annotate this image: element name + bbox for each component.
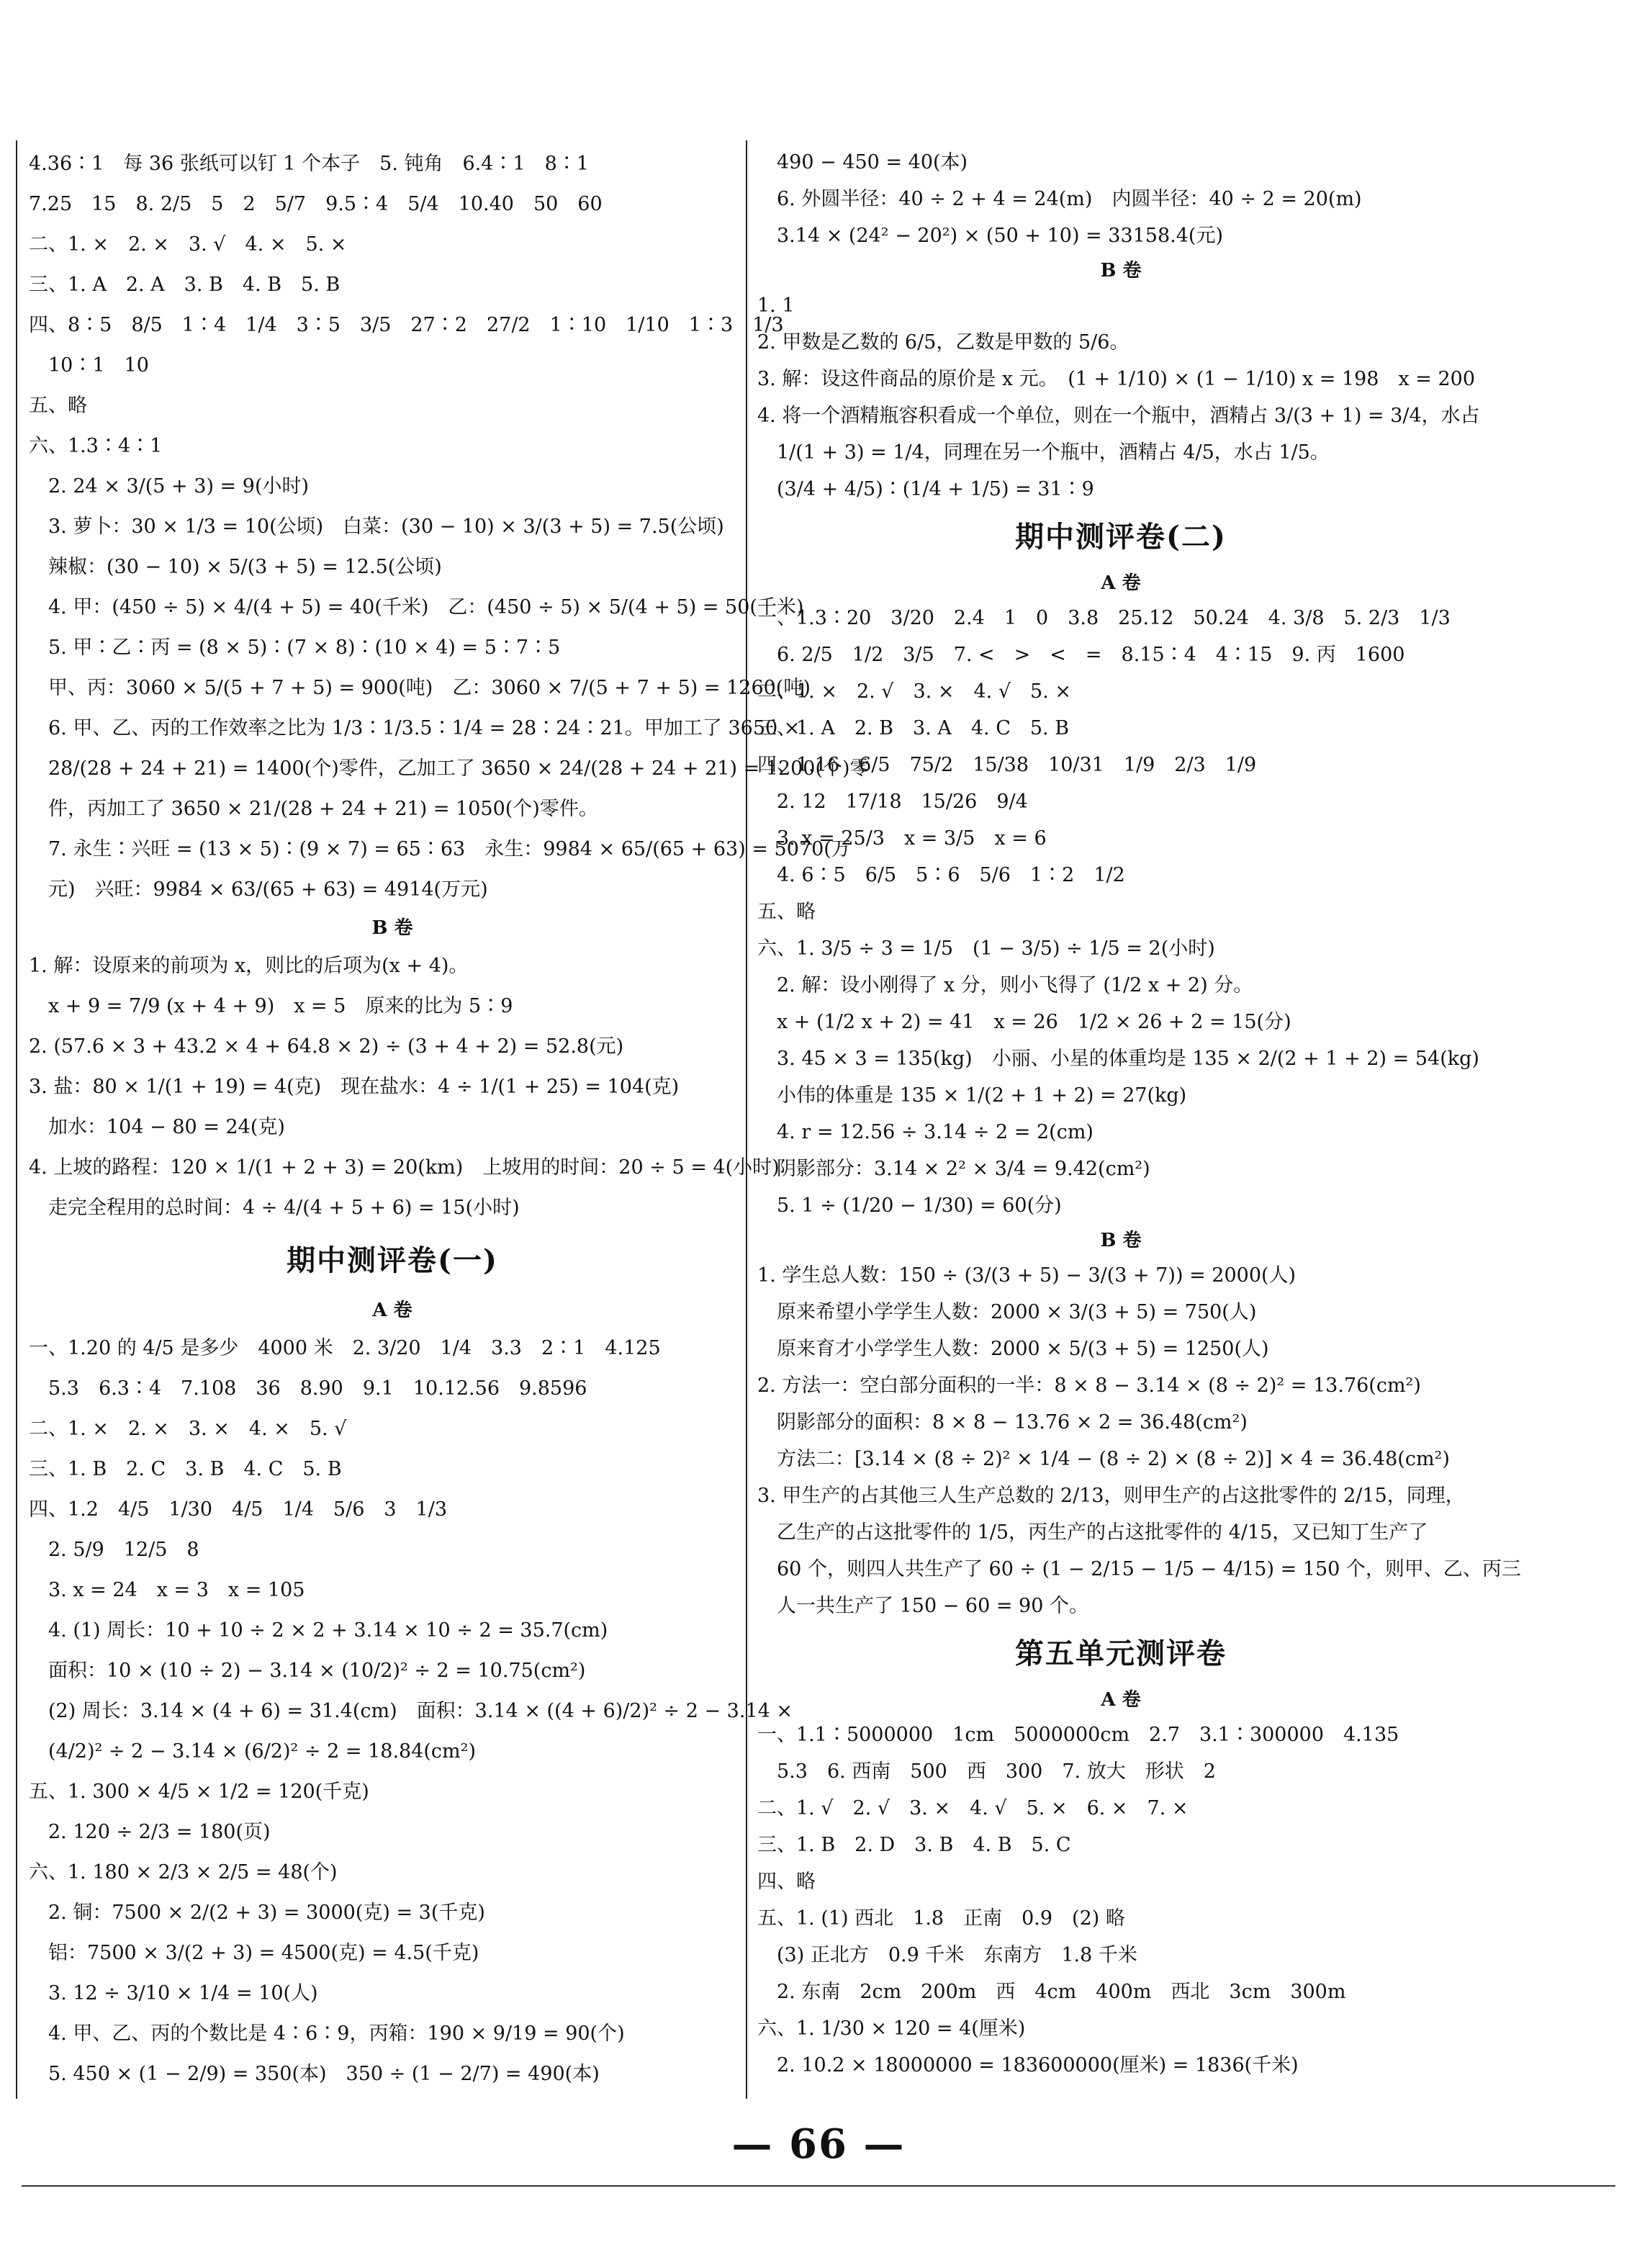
answer-line: 二、1. × 2. × 3. × 4. × 5. √ xyxy=(29,1418,347,1440)
answer-line: 2. 解：设小刚得了 x 分，则小飞得了 (1/2 x + 2) 分。 xyxy=(757,974,1253,996)
answer-line: 490 − 450 = 40(本) xyxy=(757,151,968,174)
answer-line: 五、略 xyxy=(757,901,816,923)
answer-line: 五、1. (1) 西北 1.8 正南 0.9 (2) 略 xyxy=(757,1907,1125,1930)
answer-line: 2. 铜：7500 × 2/(2 + 3) = 3000(克) = 3(千克) xyxy=(29,1902,485,1924)
answer-line: 3. x = 25/3 x = 3/5 x = 6 xyxy=(757,827,1047,850)
answer-line: 阴影部分：3.14 × 2² × 3/4 = 9.42(cm²) xyxy=(757,1158,1150,1180)
answer-line: 铝：7500 × 3/(2 + 3) = 4500(克) = 4.5(千克) xyxy=(29,1942,479,1964)
answer-line: 2. 方法一：空白部分面积的一半：8 × 8 − 3.14 × (8 ÷ 2)² = 13.76(cm²) xyxy=(757,1374,1421,1397)
answer-line: 四、8∶5 8/5 1∶4 1/4 3∶5 3/5 27∶2 27/2 1∶10 1/10 1∶3 1/3 xyxy=(29,314,784,336)
answer-line: 三、1. A 2. A 3. B 4. B 5. B xyxy=(29,274,341,296)
section-heading: 期中测评卷(一) xyxy=(287,1243,498,1277)
answer-line: 2. (57.6 × 3 + 43.2 × 4 + 64.8 × 2) ÷ (3 + 4 + 2) = 52.8(元) xyxy=(29,1035,624,1058)
answer-line: 面积：10 × (10 ÷ 2) − 3.14 × (10/2)² ÷ 2 = 10.75(cm²) xyxy=(29,1660,586,1682)
answer-line: 三、1. B 2. D 3. B 4. B 5. C xyxy=(757,1834,1071,1856)
answer-line: 1. 学生总人数：150 ÷ (3/(3 + 5) − 3/(3 + 7)) = 2000(人) xyxy=(757,1264,1296,1287)
answer-line: 四、略 xyxy=(757,1871,816,1893)
answer-line: 甲、丙：3060 × 5/(5 + 7 + 5) = 900(吨) 乙：3060 × 7/(5 + 7 + 5) = 1260(吨) xyxy=(29,677,811,699)
answer-line: 3. 甲生产的占其他三人生产总数的 2/13，则甲生产的占这批零件的 2/15，同理， xyxy=(757,1485,1465,1507)
answer-line: 6. 外圆半径：40 ÷ 2 + 4 = 24(m) 内圆半径：40 ÷ 2 = 20(m) xyxy=(757,188,1362,210)
answer-line: 2. 10.2 × 18000000 = 183600000(厘米) = 1836(千米) xyxy=(757,2054,1299,2076)
answer-line: 2. 甲数是乙数的 6/5，乙数是甲数的 5/6。 xyxy=(757,331,1129,354)
answer-line: 六、1.3∶4∶1 xyxy=(29,435,163,457)
answer-line: 6. 2/5 1/2 3/5 7. < > < = 8.15∶4 4∶15 9. 丙 1600 xyxy=(757,644,1405,666)
right-column xyxy=(757,144,1521,2084)
answer-line: 3. 45 × 3 = 135(kg) 小丽、小星的体重均是 135 × 2/(2 + 1 + 2) = 54(kg) xyxy=(757,1048,1479,1070)
answer-line: 10∶1 10 xyxy=(29,354,149,377)
answer-line: 4. 上坡的路程：120 × 1/(1 + 2 + 3) = 20(km) 上坡用的时间：20 ÷ 5 = 4(小时) xyxy=(29,1156,780,1179)
section-heading: 期中测评卷(二) xyxy=(1015,520,1227,554)
answer-line: (3) 正北方 0.9 千米 东南方 1.8 千米 xyxy=(757,1944,1137,1966)
answer-line: 2. 120 ÷ 2/3 = 180(页) xyxy=(29,1821,271,1843)
answer-line: 4. 甲：(450 ÷ 5) × 4/(4 + 5) = 40(千米) 乙：(450 ÷ 5) × 5/(4 + 5) = 50(千米) xyxy=(29,596,804,618)
answer-line: 5. 1 ÷ (1/20 − 1/30) = 60(分) xyxy=(757,1194,1062,1217)
answer-line: 方法二：[3.14 × (8 ÷ 2)² × 1/4 − (8 ÷ 2) × (8 ÷ 2)] × 4 = 36.48(cm²) xyxy=(757,1448,1450,1470)
paper-subheading: B 卷 xyxy=(1100,260,1142,282)
answer-line: 三、1. B 2. C 3. B 4. C 5. B xyxy=(29,1458,342,1480)
answer-line: 4. 甲、乙、丙的个数比是 4∶6∶9，丙箱：190 × 9/19 = 90(个) xyxy=(29,2022,625,2045)
paper-subheading: A 卷 xyxy=(1101,572,1141,594)
answer-line: 二、1. √ 2. √ 3. × 4. √ 5. × 6. × 7. × xyxy=(757,1797,1189,1819)
answer-line: 1. 解：设原来的前项为 x，则比的后项为(x + 4)。 xyxy=(29,955,469,977)
answer-line: 2. 12 17/18 15/26 9/4 xyxy=(757,791,1028,813)
paper-subheading: B 卷 xyxy=(371,917,413,939)
answer-line: 4. (1) 周长：10 + 10 ÷ 2 × 2 + 3.14 × 10 ÷ 2 = 35.7(cm) xyxy=(29,1619,608,1642)
answer-line: 2. 5/9 12/5 8 xyxy=(29,1539,199,1561)
answer-line: 7. 永生∶兴旺 = (13 × 5)∶(9 × 7) = 65∶63 永生：9984 × 65/(65 + 63) = 5070(万 xyxy=(29,838,851,860)
answer-line: 一、1.3∶20 3/20 2.4 1 0 3.8 25.12 50.24 4. 3/8 5. 2/3 1/3 xyxy=(757,607,1451,629)
answer-line: 乙生产的占这批零件的 1/5，丙生产的占这批零件的 4/15，又已知丁生产了 xyxy=(757,1521,1428,1544)
page-number: — 66 — xyxy=(731,2120,906,2168)
answer-line: 60 个，则四人共生产了 60 ÷ (1 − 2/15 − 1/5 − 4/15) = 150 个，则甲、乙、丙三 xyxy=(757,1558,1521,1580)
answer-line: 5.3 6. 西南 500 西 300 7. 放大 形状 2 xyxy=(757,1760,1216,1783)
answer-line: 4. 将一个酒精瓶容积看成一个单位，则在一个瓶中，酒精占 3/(3 + 1) = 3/4，水占 xyxy=(757,405,1480,427)
answer-line: 4. r = 12.56 ÷ 3.14 ÷ 2 = 2(cm) xyxy=(757,1121,1093,1143)
answer-line: 阴影部分的面积：8 × 8 − 13.76 × 2 = 36.48(cm²) xyxy=(757,1411,1248,1434)
answer-line: 2. 24 × 3/(5 + 3) = 9(小时) xyxy=(29,475,310,498)
section-heading: 第五单元测评卷 xyxy=(1015,1637,1227,1670)
answer-line: 五、1. 300 × 4/5 × 1/2 = 120(千克) xyxy=(29,1781,369,1803)
answer-line: (2) 周长：3.14 × (4 + 6) = 31.4(cm) 面积：3.14 × ((4 + 6)/2)² ÷ 2 − 3.14 × xyxy=(29,1700,793,1722)
answer-line: (3/4 + 4/5)∶(1/4 + 1/5) = 31∶9 xyxy=(757,478,1094,500)
answer-line: 4. 6∶5 6/5 5∶6 5/6 1∶2 1/2 xyxy=(757,864,1125,886)
answer-line: 5. 450 × (1 − 2/9) = 350(本) 350 ÷ (1 − 2/7) = 490(本) xyxy=(29,2063,600,2085)
paper-subheading: B 卷 xyxy=(1100,1230,1142,1251)
answer-line: 元) 兴旺：9984 × 63/(65 + 63) = 4914(万元) xyxy=(29,878,488,901)
answer-line: 1. 1 xyxy=(757,294,795,317)
answer-line: 3. 12 ÷ 3/10 × 1/4 = 10(人) xyxy=(29,1982,318,2004)
answer-line: x + 9 = 7/9 (x + 4 + 9) x = 5 原来的比为 5∶9 xyxy=(29,995,513,1017)
answer-line: 六、1. 1/30 × 120 = 4(厘米) xyxy=(757,2017,1026,2040)
answer-line: 四、1.2 4/5 1/30 4/5 1/4 5/6 3 1/3 xyxy=(29,1498,448,1521)
answer-line: (4/2)² ÷ 2 − 3.14 × (6/2)² ÷ 2 = 18.84(cm²) xyxy=(29,1740,477,1763)
answer-line: 件，丙加工了 3650 × 21/(28 + 24 + 21) = 1050(个)零件。 xyxy=(29,798,598,820)
answer-line: 3. 萝卜：30 × 1/3 = 10(公顷) 白菜：(30 − 10) × 3/(3 + 5) = 7.5(公顷) xyxy=(29,516,724,538)
answer-line: 3. 盐：80 × 1/(1 + 19) = 4(克) 现在盐水：4 ÷ 1/(1 + 25) = 104(克) xyxy=(29,1076,680,1098)
answer-line: 二、1. × 2. √ 3. × 4. √ 5. × xyxy=(757,680,1071,703)
answer-line: 原来育才小学学生人数：2000 × 5/(3 + 5) = 1250(人) xyxy=(757,1338,1269,1360)
answer-line: 7.25 15 8. 2/5 5 2 5/7 9.5∶4 5/4 10.40 50 60 xyxy=(29,193,603,215)
answer-line: 5. 甲∶乙∶丙 = (8 × 5)∶(7 × 8)∶(10 × 4) = 5∶7∶5 xyxy=(29,636,561,659)
answer-line: 二、1. × 2. × 3. √ 4. × 5. × xyxy=(29,233,347,256)
answer-line: 1/(1 + 3) = 1/4，同理在另一个瓶中，酒精占 4/5，水占 1/5。 xyxy=(757,441,1330,464)
answer-line: 小伟的体重是 135 × 1/(2 + 1 + 2) = 27(kg) xyxy=(757,1084,1187,1107)
answer-line: 3. 解：设这件商品的原价是 x 元。 (1 + 1/10) × (1 − 1/10) x = 198 x = 200 xyxy=(757,368,1476,390)
answer-line: 一、1.20 的 4/5 是多少 4000 米 2. 3/20 1/4 3.3 2∶1 4.125 xyxy=(29,1337,661,1359)
answer-line: 人一共生产了 150 − 60 = 90 个。 xyxy=(757,1595,1088,1617)
answer-line: 一、1.1∶5000000 1cm 5000000cm 2.7 3.1∶300000 4.135 xyxy=(757,1724,1399,1746)
answer-line: 3. x = 24 x = 3 x = 105 xyxy=(29,1579,305,1601)
answer-line: 3.14 × (24² − 20²) × (50 + 10) = 33158.4(元) xyxy=(757,225,1223,247)
answer-line: 走完全程用的总时间：4 ÷ 4/(4 + 5 + 6) = 15(小时) xyxy=(29,1197,520,1219)
answer-line: 五、略 xyxy=(29,395,87,417)
answer-line: 6. 甲、乙、丙的工作效率之比为 1/3∶1/3.5∶1/4 = 28∶24∶21。甲加工了 3650 × xyxy=(29,717,801,739)
answer-line: 三、1. A 2. B 3. A 4. C 5. B xyxy=(757,717,1070,739)
answer-line: x + (1/2 x + 2) = 41 x = 26 1/2 × 26 + 2 = 15(分) xyxy=(757,1011,1291,1033)
answer-line: 28/(28 + 24 + 21) = 1400(个)零件，乙加工了 3650 × 24/(28 + 24 + 21) = 1200(个)零 xyxy=(29,757,870,780)
answer-line: 四、1.16 6/5 75/2 15/38 10/31 1/9 2/3 1/9 xyxy=(757,754,1257,776)
answer-line: 4.36∶1 每 36 张纸可以钉 1 个本子 5. 钝角 6.4∶1 8∶1 xyxy=(29,153,589,175)
answer-line: 加水：104 − 80 = 24(克) xyxy=(29,1116,285,1138)
answer-line: 辣椒：(30 − 10) × 5/(3 + 5) = 12.5(公顷) xyxy=(29,556,442,578)
answer-line: 2. 东南 2cm 200m 西 4cm 400m 西北 3cm 300m xyxy=(757,1981,1346,2003)
paper-subheading: A 卷 xyxy=(1101,1689,1141,1711)
answer-line: 六、1. 3/5 ÷ 3 = 1/5 (1 − 3/5) ÷ 1/5 = 2(小时) xyxy=(757,937,1215,960)
paper-subheading: A 卷 xyxy=(372,1300,412,1321)
answer-line: 5.3 6.3∶4 7.108 36 8.90 9.1 10.12.56 9.8596 xyxy=(29,1377,587,1400)
answer-line: 原来希望小学学生人数：2000 × 3/(3 + 5) = 750(人) xyxy=(757,1301,1257,1323)
answer-line: 六、1. 180 × 2/3 × 2/5 = 48(个) xyxy=(29,1861,338,1884)
footer-rule xyxy=(22,2185,1615,2187)
page-footer xyxy=(0,2120,1637,2168)
left-margin-rule xyxy=(16,140,17,2099)
